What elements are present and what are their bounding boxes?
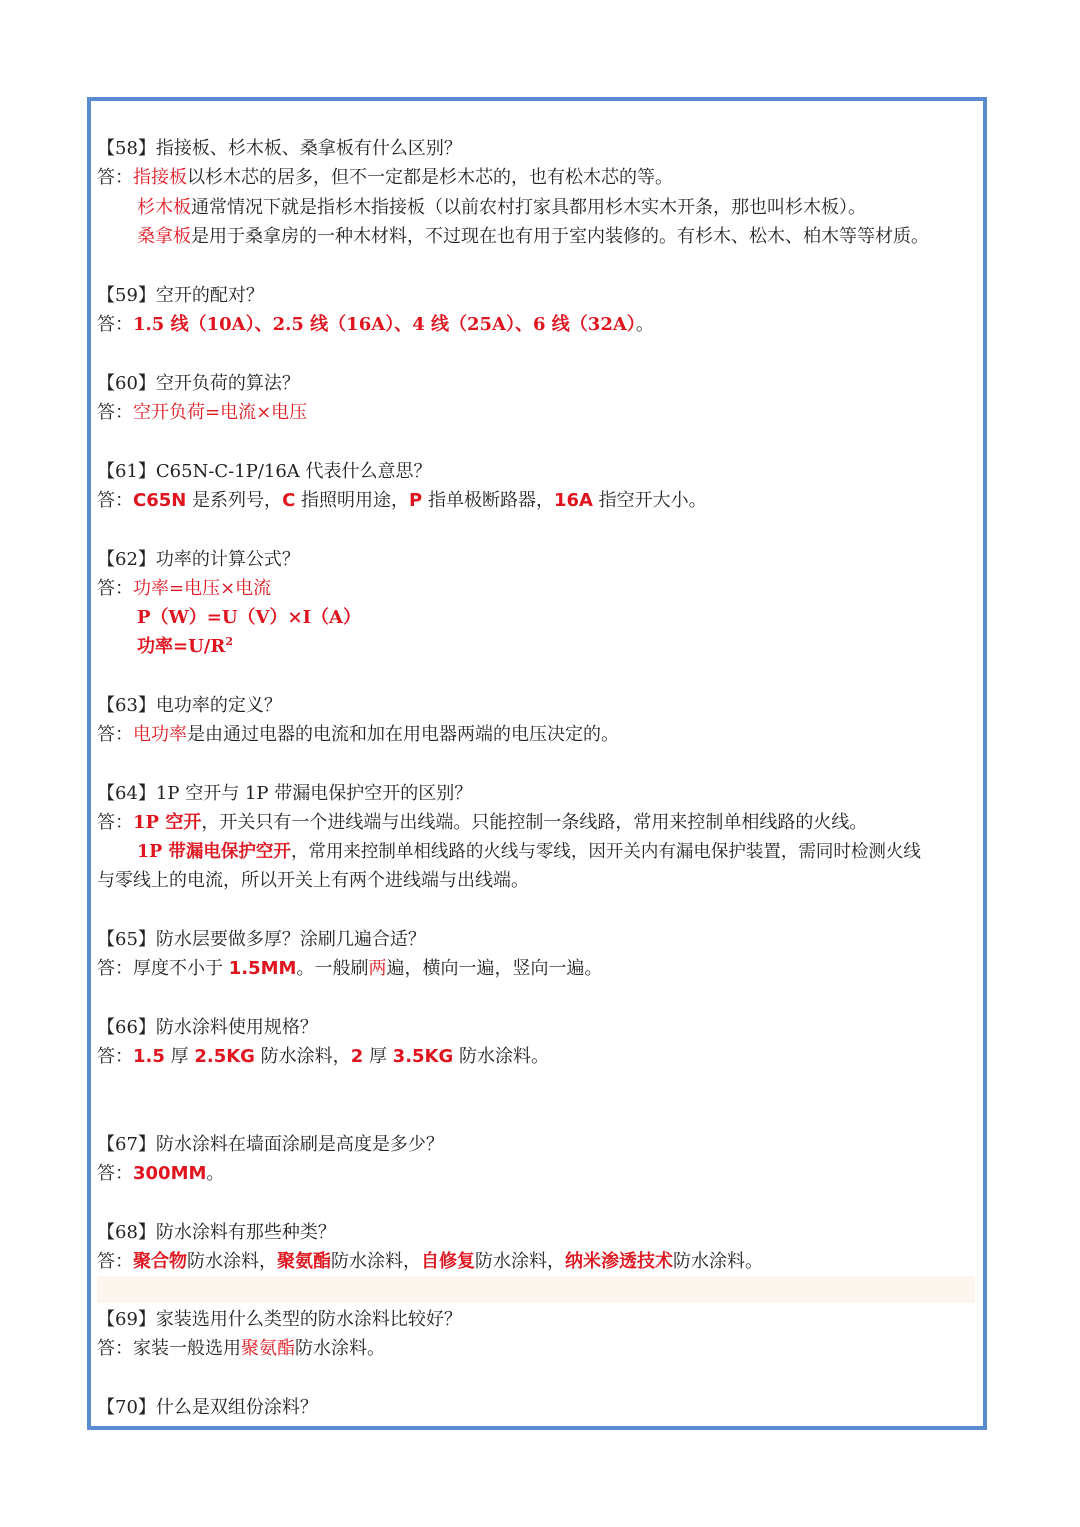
- question-63: 【63】电功率的定义？: [97, 695, 282, 716]
- question-61: 【61】C65N-C-1P/16A 代表什么意思？: [97, 461, 432, 482]
- answer-61: 答：C65N 是系列号，C 指照明用途，P 指单极断路器，16A 指空开大小。: [97, 490, 707, 511]
- question-59: 【59】空开的配对？: [97, 285, 264, 306]
- answer-58-line-2: 杉木板通常情况下就是指杉木指接板（以前农村打家具都用杉木实木开条，那也叫杉木板）。: [137, 197, 866, 218]
- question-67: 【67】防水涂料在墙面涂刷是高度是多少？: [97, 1134, 444, 1155]
- answer-64-line-1: 答：1P 空开，开关只有一个进线端与出线端。只能控制一条线路，常用来控制单相线路的火线。: [97, 812, 868, 833]
- answer-62-line-1: 答：功率=电压×电流: [97, 578, 272, 599]
- answer-64-line-3: 与零线上的电流，所以开关上有两个进线端与出线端。: [97, 870, 529, 891]
- question-60: 【60】空开负荷的算法？: [97, 373, 300, 394]
- answer-58-line-1: 答：指接板以杉木芯的居多，但不一定都是杉木芯的，也有松木芯的等。: [97, 167, 673, 188]
- answer-67: 答：300MM。: [97, 1163, 225, 1184]
- answer-69: 答：家装一般选用聚氨酯防水涂料。: [97, 1338, 385, 1359]
- answer-68: 答：聚合物防水涂料，聚氨酯防水涂料，自修复防水涂料，纳米渗透技术防水涂料。: [97, 1251, 763, 1272]
- answer-58-line-3: 桑拿板是用于桑拿房的一种木材料，不过现在也有用于室内装修的。有杉木、松木、柏木等等材质。: [137, 226, 929, 247]
- answer-65: 答：厚度不小于 1.5MM。一般刷两遍，横向一遍，竖向一遍。: [97, 958, 603, 979]
- highlight-band: [97, 1276, 975, 1303]
- question-58: 【58】指接板、杉木板、桑拿板有什么区别？: [97, 138, 462, 159]
- answer-63: 答：电功率是由通过电器的电流和加在用电器两端的电压决定的。: [97, 724, 619, 745]
- answer-60: 答：空开负荷=电流×电压: [97, 402, 308, 423]
- answer-64-line-2: 1P 带漏电保护空开，常用来控制单相线路的火线与零线，因开关内有漏电保护装置，需同时检测火线: [137, 842, 921, 862]
- question-68: 【68】防水涂料有那些种类？: [97, 1222, 336, 1243]
- question-65: 【65】防水层要做多厚？涂刷几遍合适？: [97, 929, 426, 950]
- question-70: 【70】什么是双组份涂料？: [97, 1397, 318, 1418]
- question-62: 【62】功率的计算公式？: [97, 549, 300, 570]
- answer-66: 答：1.5 厚 2.5KG 防水涂料，2 厚 3.5KG 防水涂料。: [97, 1046, 550, 1067]
- answer-62-line-2: P（W）=U（V）×I（A）: [137, 607, 361, 628]
- question-66: 【66】防水涂料使用规格？: [97, 1017, 318, 1038]
- question-64: 【64】1P 空开与 1P 带漏电保护空开的区别？: [97, 783, 473, 804]
- question-69: 【69】家装选用什么类型的防水涂料比较好？: [97, 1309, 462, 1330]
- answer-62-line-3: 功率$=U/R^2$: [137, 635, 233, 657]
- answer-59: 答：1.5 线（10A）、2.5 线（16A）、4 线（25A）、6 线（32A）。: [97, 314, 654, 335]
